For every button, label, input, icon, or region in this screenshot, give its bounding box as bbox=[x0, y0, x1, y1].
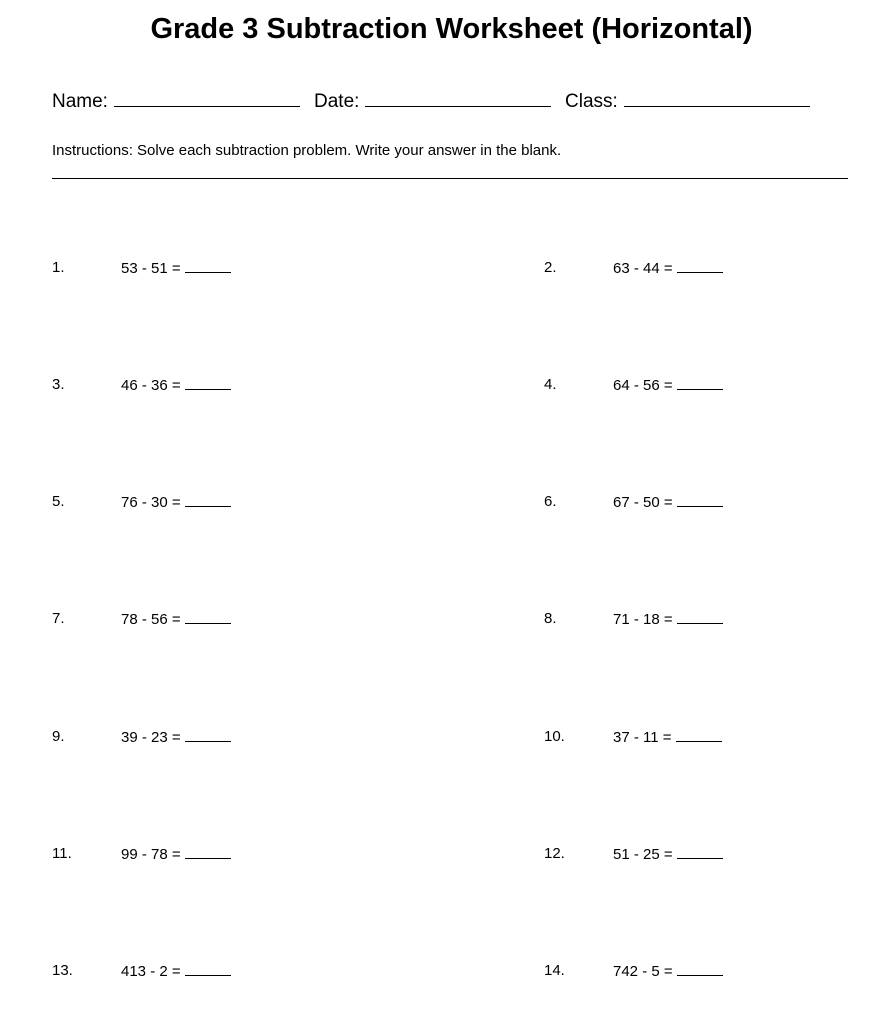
problem-equation: 99 - 78 = bbox=[121, 846, 181, 863]
problem-equation: 76 - 30 = bbox=[121, 494, 181, 511]
problem-equation: 63 - 44 = bbox=[613, 260, 673, 277]
problem-expression bbox=[613, 844, 723, 865]
answer-blank[interactable] bbox=[677, 258, 723, 273]
problem-equation: 71 - 18 = bbox=[613, 611, 673, 628]
date-blank-line[interactable] bbox=[365, 105, 551, 107]
answer-blank[interactable] bbox=[677, 844, 723, 859]
answer-blank[interactable] bbox=[185, 492, 231, 507]
problem-number: 7. bbox=[52, 610, 65, 627]
problem-equation: 46 - 36 = bbox=[121, 377, 181, 394]
answer-blank[interactable] bbox=[185, 609, 231, 624]
problem-number: 2. bbox=[544, 259, 557, 276]
answer-blank[interactable] bbox=[677, 492, 723, 507]
problem-expression bbox=[121, 492, 231, 513]
problem-expression bbox=[121, 961, 231, 982]
problem-expression bbox=[613, 961, 723, 982]
problem-number: 3. bbox=[52, 376, 65, 393]
problem-equation: 39 - 23 = bbox=[121, 729, 181, 746]
problem-number: 11. bbox=[52, 845, 72, 862]
answer-blank[interactable] bbox=[185, 375, 231, 390]
problem-number: 1. bbox=[52, 259, 65, 276]
class-field[interactable] bbox=[565, 90, 810, 114]
name-label: Name: bbox=[52, 91, 108, 112]
problem-equation: 413 - 2 = bbox=[121, 963, 181, 980]
problem-equation: 67 - 50 = bbox=[613, 494, 673, 511]
problem-equation: 37 - 11 = bbox=[613, 729, 672, 746]
answer-blank[interactable] bbox=[185, 961, 231, 976]
class-label: Class: bbox=[565, 91, 618, 112]
problem-number: 8. bbox=[544, 610, 557, 627]
answer-blank[interactable] bbox=[185, 844, 231, 859]
header-divider bbox=[52, 178, 848, 179]
date-field[interactable] bbox=[314, 90, 551, 114]
date-label: Date: bbox=[314, 91, 360, 112]
problem-equation: 742 - 5 = bbox=[613, 963, 673, 980]
problem-equation: 64 - 56 = bbox=[613, 377, 673, 394]
problem-number: 9. bbox=[52, 728, 65, 745]
problem-number: 10. bbox=[544, 728, 565, 745]
worksheet-title: Grade 3 Subtraction Worksheet (Horizontal) bbox=[150, 13, 753, 45]
problem-equation: 51 - 25 = bbox=[613, 846, 673, 863]
answer-blank[interactable] bbox=[677, 961, 723, 976]
problem-expression bbox=[121, 609, 231, 630]
problem-expression bbox=[613, 727, 722, 748]
problem-number: 6. bbox=[544, 493, 557, 510]
problem-number: 12. bbox=[544, 845, 565, 862]
name-field[interactable] bbox=[52, 90, 300, 114]
class-blank-line[interactable] bbox=[624, 105, 810, 107]
problem-expression bbox=[121, 844, 231, 865]
problem-expression bbox=[121, 258, 231, 279]
problem-number: 13. bbox=[52, 962, 73, 979]
problem-number: 4. bbox=[544, 376, 557, 393]
problem-number: 14. bbox=[544, 962, 565, 979]
problem-expression bbox=[121, 375, 231, 396]
problem-expression bbox=[613, 609, 723, 630]
problem-expression bbox=[613, 375, 723, 396]
answer-blank[interactable] bbox=[676, 727, 722, 742]
answer-blank[interactable] bbox=[185, 258, 231, 273]
answer-blank[interactable] bbox=[677, 375, 723, 390]
answer-blank[interactable] bbox=[677, 609, 723, 624]
problem-equation: 78 - 56 = bbox=[121, 611, 181, 628]
instructions-text: Instructions: Solve each subtraction problem. Write your answer in the blank. bbox=[52, 142, 562, 159]
answer-blank[interactable] bbox=[185, 727, 231, 742]
name-blank-line[interactable] bbox=[114, 105, 300, 107]
problem-number: 5. bbox=[52, 493, 65, 510]
problem-expression bbox=[121, 727, 231, 748]
problem-equation: 53 - 51 = bbox=[121, 260, 181, 277]
problem-expression bbox=[613, 258, 723, 279]
problem-expression bbox=[613, 492, 723, 513]
